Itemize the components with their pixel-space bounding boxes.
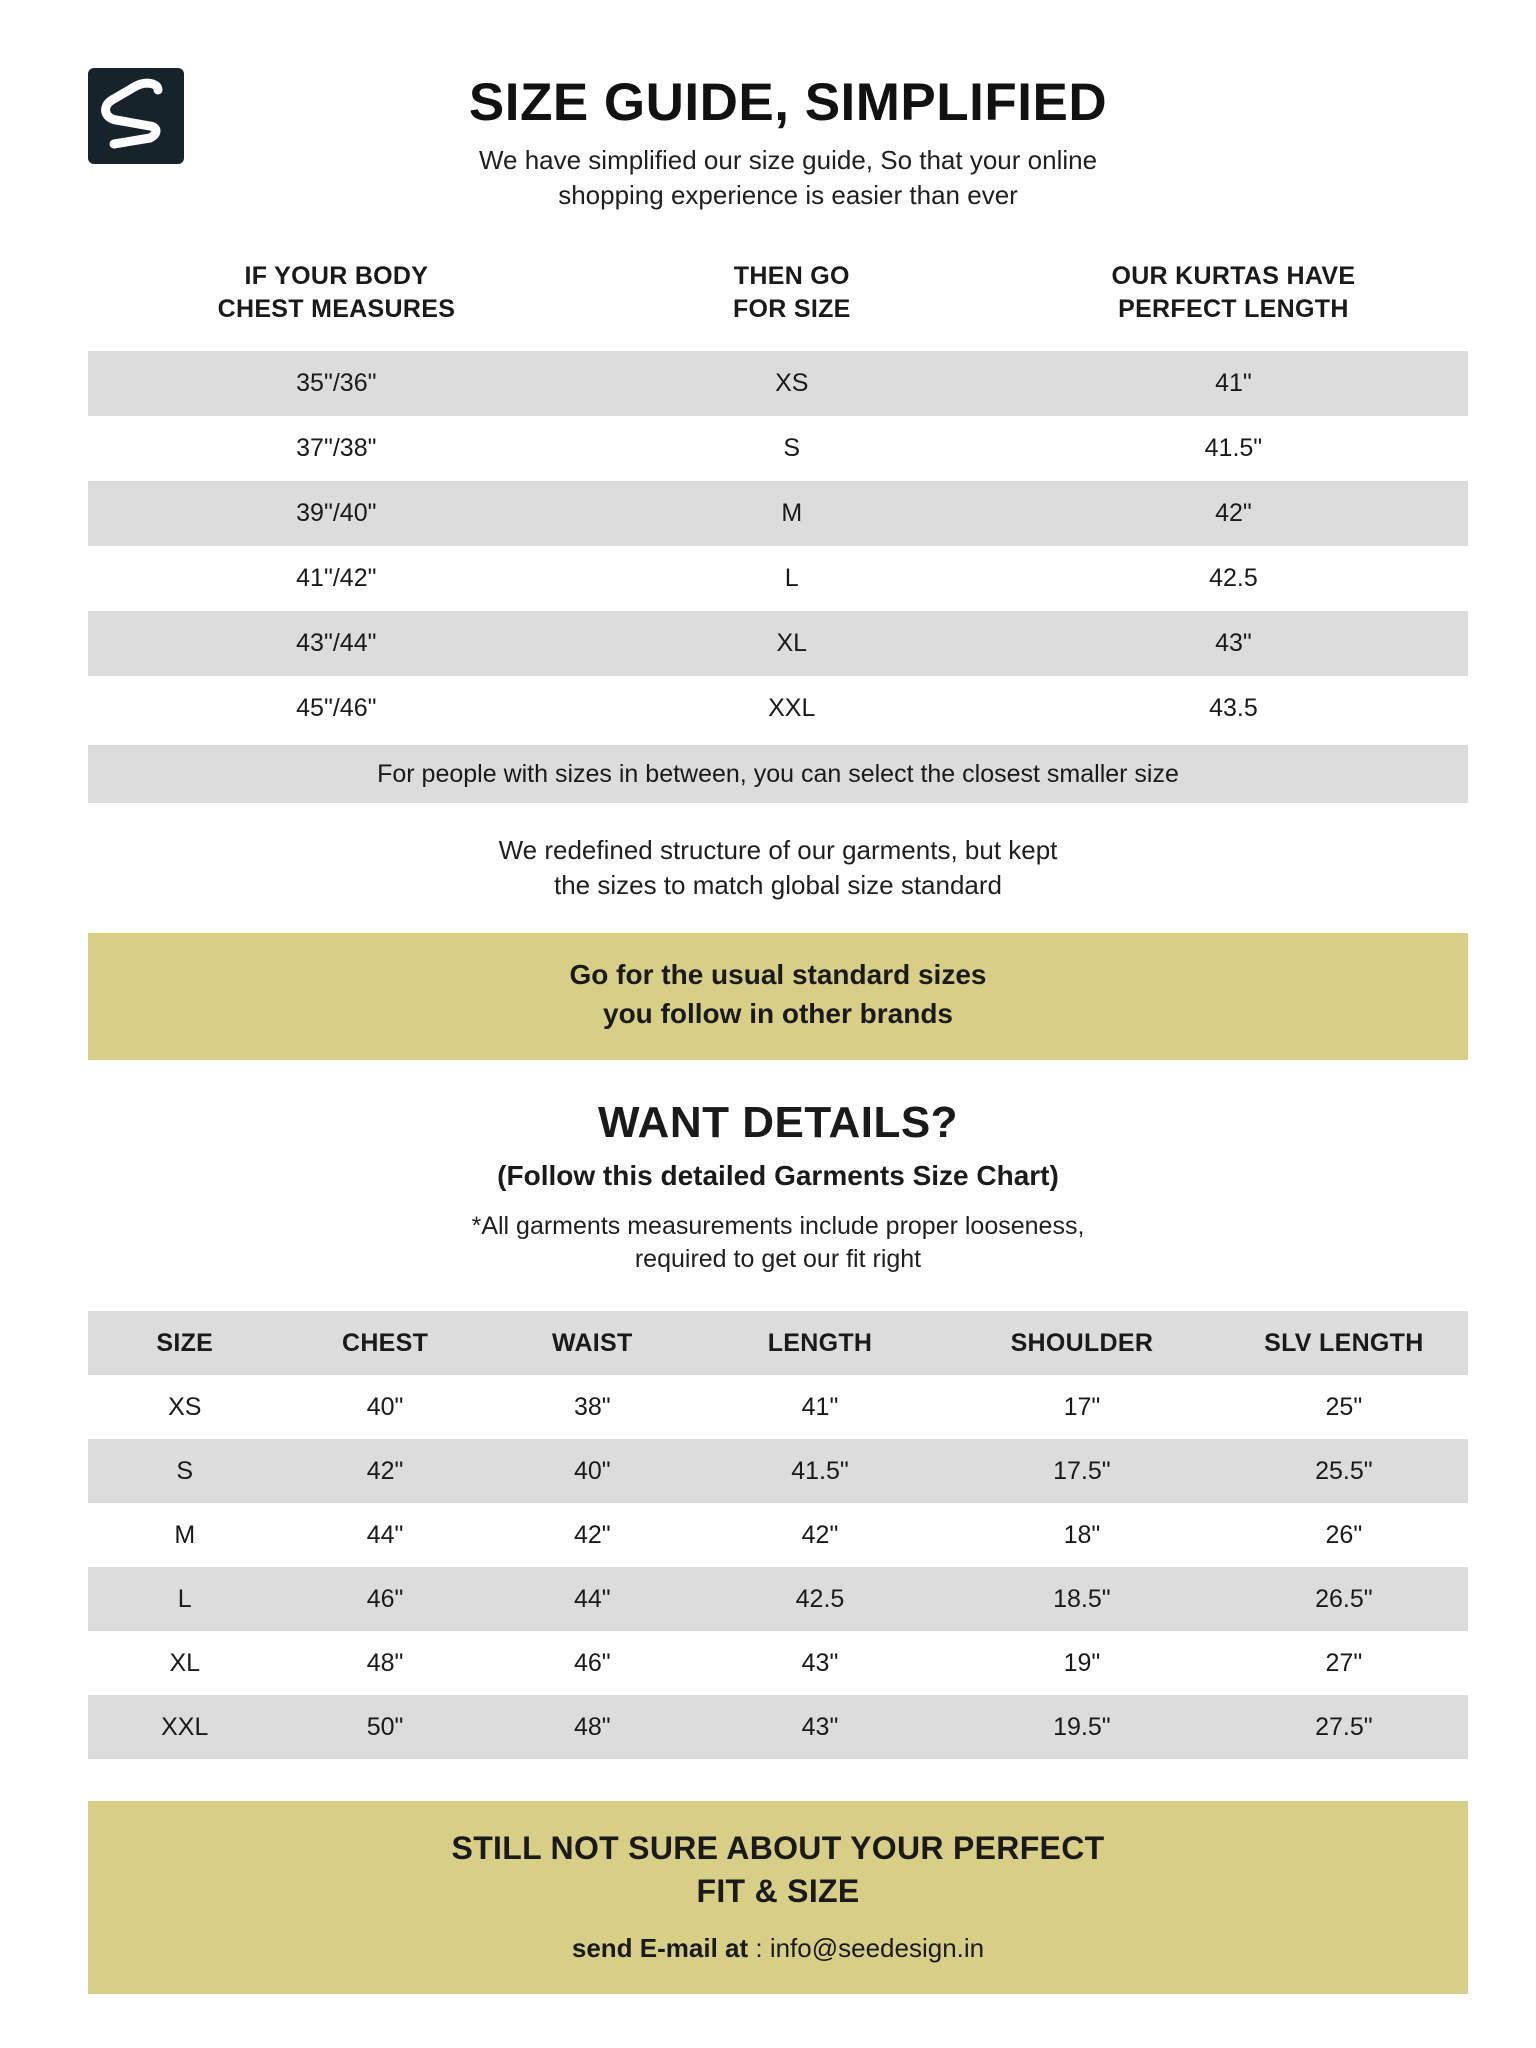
- cell-chest: 41"/42": [88, 546, 585, 611]
- in-between-sizes-note: For people with sizes in between, you can select the closest smaller size: [88, 745, 1468, 803]
- cell-shoulder: 19.5": [944, 1695, 1220, 1759]
- page-subtitle-line1: We have simplified our size guide, So that your online: [478, 145, 1098, 175]
- cell-chest: 39"/40": [88, 481, 585, 546]
- cell-waist: 48": [489, 1695, 696, 1759]
- header-size-line1: THEN GO: [733, 262, 850, 290]
- cell-size: S: [88, 1439, 282, 1503]
- redefined-structure-note: [88, 833, 1468, 903]
- contact-email-label: send E-mail at: [571, 1933, 749, 1964]
- cell-slv-length: 26.5": [1220, 1567, 1468, 1631]
- header-length-line2: PERFECT LENGTH: [1118, 294, 1349, 323]
- detail-header-shoulder: SHOULDER: [944, 1311, 1220, 1375]
- table-row: [88, 481, 1468, 546]
- detail-header-size: SIZE: [88, 1311, 282, 1375]
- cell-length: 42.5: [696, 1567, 944, 1631]
- cell-size: XS: [585, 351, 999, 416]
- measurement-note-line1: *All garments measurements include proper looseness,: [471, 1211, 1085, 1240]
- cell-chest: 44": [282, 1503, 489, 1567]
- cell-length: 41.5": [999, 416, 1468, 481]
- standard-sizes-banner: [88, 933, 1468, 1059]
- simple-size-table: [88, 351, 1468, 741]
- cell-chest: 35"/36": [88, 351, 585, 416]
- brand-logo-icon: [88, 68, 184, 164]
- cell-length: 41": [999, 351, 1468, 416]
- header-length-line1: OUR KURTAS HAVE: [1111, 262, 1356, 290]
- cell-length: 42": [999, 481, 1468, 546]
- cell-chest: 45"/46": [88, 676, 585, 741]
- cell-length: 41.5": [696, 1439, 944, 1503]
- simple-table-header-size: [585, 260, 999, 325]
- table-row: [88, 1503, 1468, 1567]
- cell-size: XXL: [88, 1695, 282, 1759]
- cell-length: 42": [696, 1503, 944, 1567]
- standard-sizes-line2: you follow in other brands: [603, 998, 953, 1030]
- cell-slv-length: 25": [1220, 1375, 1468, 1439]
- cell-slv-length: 25.5": [1220, 1439, 1468, 1503]
- detail-header-slv-length: SLV LENGTH: [1220, 1311, 1468, 1375]
- cell-chest: 48": [282, 1631, 489, 1695]
- measurement-note: [88, 1210, 1468, 1278]
- cell-chest: 50": [282, 1695, 489, 1759]
- cell-size: L: [88, 1567, 282, 1631]
- cell-size: M: [585, 481, 999, 546]
- redefined-note-line1: We redefined structure of our garments, but kept: [498, 835, 1058, 865]
- cell-waist: 38": [489, 1375, 696, 1439]
- want-details-subheading: (Follow this detailed Garments Size Chart): [497, 1159, 1059, 1191]
- contact-title: [88, 1827, 1468, 1913]
- table-row: [88, 416, 1468, 481]
- simple-table-header-length: [999, 260, 1468, 325]
- cell-shoulder: 19": [944, 1631, 1220, 1695]
- cell-chest: 40": [282, 1375, 489, 1439]
- cell-length: 43": [696, 1695, 944, 1759]
- table-row: [88, 1631, 1468, 1695]
- contact-title-line2: FIT & SIZE: [696, 1873, 860, 1910]
- redefined-note-line2: the sizes to match global size standard: [553, 870, 1003, 901]
- table-row: [88, 611, 1468, 676]
- standard-sizes-line1: Go for the usual standard sizes: [569, 959, 987, 991]
- cell-size: XXL: [585, 676, 999, 741]
- cell-size: XL: [585, 611, 999, 676]
- cell-length: 43": [696, 1631, 944, 1695]
- cell-size: M: [88, 1503, 282, 1567]
- simple-table-header-chest: [88, 260, 585, 325]
- table-row: [88, 1695, 1468, 1759]
- contact-title-line1: STILL NOT SURE ABOUT YOUR PERFECT: [451, 1830, 1105, 1867]
- cell-slv-length: 26": [1220, 1503, 1468, 1567]
- contact-email-address[interactable]: info@seedesign.in: [769, 1933, 985, 1964]
- table-row: [88, 1439, 1468, 1503]
- simple-table-headers: [88, 260, 1468, 325]
- detail-header-waist: WAIST: [489, 1311, 696, 1375]
- header: [88, 56, 1468, 216]
- measurement-note-line2: required to get our fit right: [634, 1245, 922, 1274]
- page-subtitle-line2: shopping experience is easier than ever: [558, 180, 1018, 211]
- cell-shoulder: 17": [944, 1375, 1220, 1439]
- table-row: [88, 1375, 1468, 1439]
- cell-shoulder: 18": [944, 1503, 1220, 1567]
- page-title: SIZE GUIDE, SIMPLIFIED: [468, 73, 1108, 132]
- table-row: [88, 676, 1468, 741]
- contact-banner: [88, 1801, 1468, 1994]
- detail-table-header-row: [88, 1311, 1468, 1375]
- cell-chest: 43"/44": [88, 611, 585, 676]
- want-details-heading: WANT DETAILS?: [597, 1097, 959, 1147]
- cell-waist: 40": [489, 1439, 696, 1503]
- table-row: [88, 351, 1468, 416]
- title-block: [88, 56, 1468, 213]
- contact-email-line: [88, 1933, 1468, 1964]
- cell-length: 42.5: [999, 546, 1468, 611]
- detailed-garment-size-table: [88, 1311, 1468, 1759]
- contact-email-separator: :: [748, 1933, 770, 1964]
- cell-chest: 42": [282, 1439, 489, 1503]
- cell-waist: 46": [489, 1631, 696, 1695]
- cell-chest: 37"/38": [88, 416, 585, 481]
- cell-size: L: [585, 546, 999, 611]
- header-chest-line2: CHEST MEASURES: [217, 294, 456, 323]
- page-subtitle: [108, 143, 1468, 213]
- cell-chest: 46": [282, 1567, 489, 1631]
- cell-slv-length: 27": [1220, 1631, 1468, 1695]
- detail-header-chest: CHEST: [282, 1311, 489, 1375]
- header-chest-line1: IF YOUR BODY: [244, 262, 429, 290]
- table-row: [88, 546, 1468, 611]
- cell-length: 43": [999, 611, 1468, 676]
- cell-length: 41": [696, 1375, 944, 1439]
- header-size-line2: FOR SIZE: [732, 294, 851, 323]
- cell-size: XS: [88, 1375, 282, 1439]
- detail-header-length: LENGTH: [696, 1311, 944, 1375]
- cell-length: 43.5: [999, 676, 1468, 741]
- cell-size: S: [585, 416, 999, 481]
- cell-shoulder: 18.5": [944, 1567, 1220, 1631]
- cell-waist: 42": [489, 1503, 696, 1567]
- cell-size: XL: [88, 1631, 282, 1695]
- table-row: [88, 1567, 1468, 1631]
- cell-slv-length: 27.5": [1220, 1695, 1468, 1759]
- cell-waist: 44": [489, 1567, 696, 1631]
- cell-shoulder: 17.5": [944, 1439, 1220, 1503]
